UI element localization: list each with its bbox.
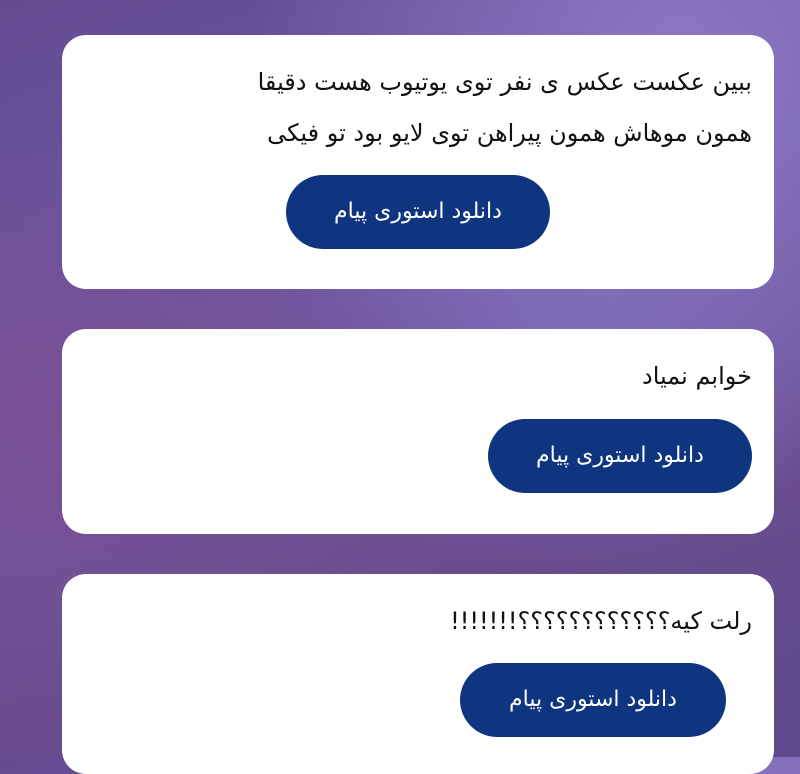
message-text [84, 351, 752, 402]
message-line: همون موهاش همون پیراهن توی لایو بود تو فیکی [267, 119, 752, 147]
message-line: ببین عکست عکس ی نفر توی یوتیوب هست دقیقا [257, 68, 752, 96]
download-story-button[interactable]: دانلود استوری پیام [286, 175, 550, 249]
message-text [84, 596, 752, 647]
download-story-button[interactable]: دانلود استوری پیام [488, 419, 752, 493]
message-line: رلت کیه؟؟؟؟؟؟؟؟؟؟؟؟!!!!!!! [450, 607, 752, 635]
message-line: خوابم نمیاد [642, 362, 752, 390]
download-story-button[interactable]: دانلود استوری پیام [460, 663, 726, 737]
message-card [62, 35, 774, 289]
message-text [84, 57, 752, 159]
message-card [62, 574, 774, 774]
message-card [62, 329, 774, 534]
